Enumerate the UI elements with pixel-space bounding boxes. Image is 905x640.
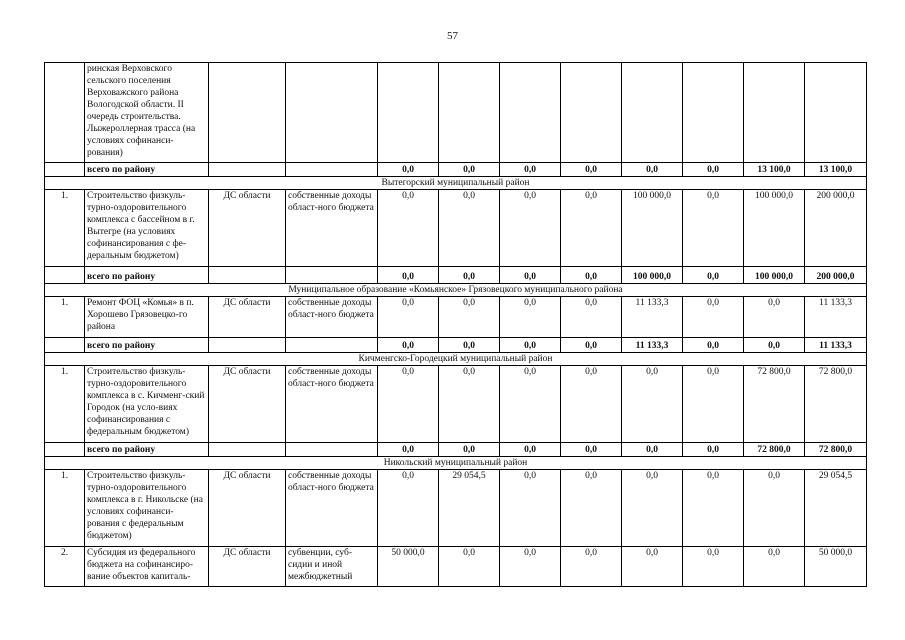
- value-cell: 72 800,0: [744, 366, 805, 443]
- object-name: Строительство физкуль-турно-оздоровительного комплекса с бассейном в г. Вытегре (на условиях софинансирования с фе-деральным бюджетом): [85, 190, 209, 267]
- row-number: 1.: [45, 190, 85, 267]
- total-row: [45, 338, 867, 353]
- total-row: [45, 163, 867, 177]
- section-title: Вытегорский муниципальный район: [45, 177, 867, 190]
- executor-cell: [209, 267, 286, 284]
- value-cell: 0,0: [622, 547, 683, 587]
- value-cell: 0,0: [683, 297, 744, 338]
- value-cell: 0,0: [378, 297, 439, 338]
- total-row: [45, 267, 867, 284]
- table-row: [45, 470, 867, 547]
- value-cell: 0,0: [561, 163, 622, 177]
- value-cell: 11 133,3: [622, 338, 683, 353]
- value-cell: 0,0: [683, 338, 744, 353]
- value-cell: 13 100,0: [744, 163, 805, 177]
- row-number: [45, 443, 85, 457]
- value-cell: 50 000,0: [805, 547, 867, 587]
- value-cell: 0,0: [622, 443, 683, 457]
- value-cell: [500, 63, 561, 163]
- funding-source-cell: [286, 443, 378, 457]
- value-cell: 0,0: [561, 443, 622, 457]
- funding-source-cell: собственные доходы област-ного бюджета: [286, 297, 378, 338]
- row-number: [45, 63, 85, 163]
- row-number: 1.: [45, 470, 85, 547]
- value-cell: 11 133,3: [805, 338, 867, 353]
- value-cell: 0,0: [439, 190, 500, 267]
- value-cell: [744, 63, 805, 163]
- total-row: [45, 443, 867, 457]
- value-cell: 72 800,0: [744, 443, 805, 457]
- executor-cell: [209, 63, 286, 163]
- funding-source-cell: [286, 338, 378, 353]
- value-cell: 0,0: [561, 547, 622, 587]
- total-label: всего по району: [85, 443, 209, 457]
- value-cell: 11 133,3: [805, 297, 867, 338]
- value-cell: 0,0: [561, 470, 622, 547]
- value-cell: 0,0: [683, 470, 744, 547]
- value-cell: 0,0: [683, 443, 744, 457]
- object-name: Субсидия из федерального бюджета на софинансиро-вание объектов капиталь-: [85, 547, 209, 587]
- executor-cell: ДС области: [209, 190, 286, 267]
- value-cell: [683, 63, 744, 163]
- total-label: всего по району: [85, 267, 209, 284]
- table-row: [45, 366, 867, 443]
- value-cell: 0,0: [744, 470, 805, 547]
- value-cell: 0,0: [500, 443, 561, 457]
- value-cell: 29 054,5: [439, 470, 500, 547]
- value-cell: [622, 63, 683, 163]
- value-cell: 0,0: [561, 338, 622, 353]
- value-cell: 72 800,0: [805, 366, 867, 443]
- value-cell: 0,0: [561, 267, 622, 284]
- value-cell: 0,0: [378, 470, 439, 547]
- section-title: Никольский муниципальный район: [45, 457, 867, 470]
- value-cell: 0,0: [378, 366, 439, 443]
- section-header-row: [45, 177, 867, 190]
- value-cell: 0,0: [683, 547, 744, 587]
- executor-cell: ДС области: [209, 470, 286, 547]
- value-cell: 0,0: [439, 163, 500, 177]
- value-cell: 0,0: [500, 470, 561, 547]
- value-cell: 0,0: [683, 163, 744, 177]
- table-row: [45, 190, 867, 267]
- row-number: [45, 338, 85, 353]
- value-cell: 0,0: [500, 267, 561, 284]
- executor-cell: [209, 338, 286, 353]
- value-cell: 0,0: [500, 297, 561, 338]
- value-cell: 0,0: [744, 338, 805, 353]
- value-cell: 0,0: [439, 443, 500, 457]
- value-cell: 0,0: [744, 297, 805, 338]
- object-name: Строительство физкуль-турно-оздоровительного комплекса в г. Никольске (на условиях софинанси-рования с федеральным бюджетом): [85, 470, 209, 547]
- row-number: 1.: [45, 366, 85, 443]
- table-row: [45, 547, 867, 587]
- value-cell: 0,0: [439, 297, 500, 338]
- funding-source-cell: субвенции, суб-сидии и иной межбюджетный: [286, 547, 378, 587]
- value-cell: 11 133,3: [622, 297, 683, 338]
- value-cell: 0,0: [439, 267, 500, 284]
- funding-source-cell: собственные доходы област-ного бюджета: [286, 366, 378, 443]
- value-cell: 0,0: [561, 190, 622, 267]
- value-cell: 0,0: [500, 190, 561, 267]
- value-cell: [805, 63, 867, 163]
- object-name: Ремонт ФОЦ «Комья» в п. Хорошево Грязовецко-го района: [85, 297, 209, 338]
- value-cell: 0,0: [622, 470, 683, 547]
- value-cell: 100 000,0: [622, 190, 683, 267]
- executor-cell: [209, 163, 286, 177]
- executor-cell: [209, 443, 286, 457]
- value-cell: 100 000,0: [744, 267, 805, 284]
- object-name: Строительство физкуль-турно-оздоровительного комплекса в с. Кичменг-ский Городок (на усло-виях софинансирования с федеральным бюджетом): [85, 366, 209, 443]
- section-title: Муниципальное образование «Комьянское» Грязовецкого муниципального района: [45, 284, 867, 297]
- value-cell: 29 054,5: [805, 470, 867, 547]
- value-cell: 0,0: [378, 190, 439, 267]
- table-row: [45, 63, 867, 163]
- value-cell: 0,0: [622, 366, 683, 443]
- value-cell: 0,0: [561, 366, 622, 443]
- funding-source-cell: собственные доходы област-ного бюджета: [286, 470, 378, 547]
- value-cell: 100 000,0: [744, 190, 805, 267]
- row-number: 2.: [45, 547, 85, 587]
- section-header-row: [45, 353, 867, 366]
- value-cell: 200 000,0: [805, 190, 867, 267]
- value-cell: 200 000,0: [805, 267, 867, 284]
- value-cell: 0,0: [378, 338, 439, 353]
- row-number: [45, 163, 85, 177]
- value-cell: 100 000,0: [622, 267, 683, 284]
- funding-source-cell: [286, 267, 378, 284]
- value-cell: [561, 63, 622, 163]
- section-header-row: [45, 457, 867, 470]
- value-cell: 0,0: [439, 547, 500, 587]
- value-cell: 72 800,0: [805, 443, 867, 457]
- section-title: Кичменгско-Городецкий муниципальный район: [45, 353, 867, 366]
- value-cell: 0,0: [500, 547, 561, 587]
- value-cell: 0,0: [622, 163, 683, 177]
- value-cell: 0,0: [378, 267, 439, 284]
- page-number: 57: [447, 30, 458, 42]
- executor-cell: ДС области: [209, 297, 286, 338]
- value-cell: 0,0: [378, 443, 439, 457]
- value-cell: 0,0: [500, 366, 561, 443]
- value-cell: 0,0: [744, 547, 805, 587]
- row-number: [45, 267, 85, 284]
- total-label: всего по району: [85, 163, 209, 177]
- value-cell: 0,0: [500, 338, 561, 353]
- table-row: [45, 297, 867, 338]
- value-cell: 0,0: [683, 366, 744, 443]
- total-label: всего по району: [85, 338, 209, 353]
- executor-cell: ДС области: [209, 366, 286, 443]
- value-cell: [439, 63, 500, 163]
- funding-source-cell: [286, 63, 378, 163]
- value-cell: [378, 63, 439, 163]
- value-cell: 0,0: [378, 163, 439, 177]
- executor-cell: ДС области: [209, 547, 286, 587]
- section-header-row: [45, 284, 867, 297]
- value-cell: 13 100,0: [805, 163, 867, 177]
- value-cell: 0,0: [561, 297, 622, 338]
- funding-source-cell: [286, 163, 378, 177]
- row-number: 1.: [45, 297, 85, 338]
- funding-source-cell: собственные доходы област-ного бюджета: [286, 190, 378, 267]
- value-cell: 0,0: [500, 163, 561, 177]
- object-name: ринская Верховского сельского поселения Верховажского района Вологодской области. II очередь строительства. Лыжероллерная трасса (на условиях софинанси-рования): [85, 63, 209, 163]
- value-cell: 0,0: [683, 190, 744, 267]
- value-cell: 0,0: [439, 366, 500, 443]
- value-cell: 50 000,0: [378, 547, 439, 587]
- budget-table: [44, 62, 867, 587]
- value-cell: 0,0: [439, 338, 500, 353]
- value-cell: 0,0: [683, 267, 744, 284]
